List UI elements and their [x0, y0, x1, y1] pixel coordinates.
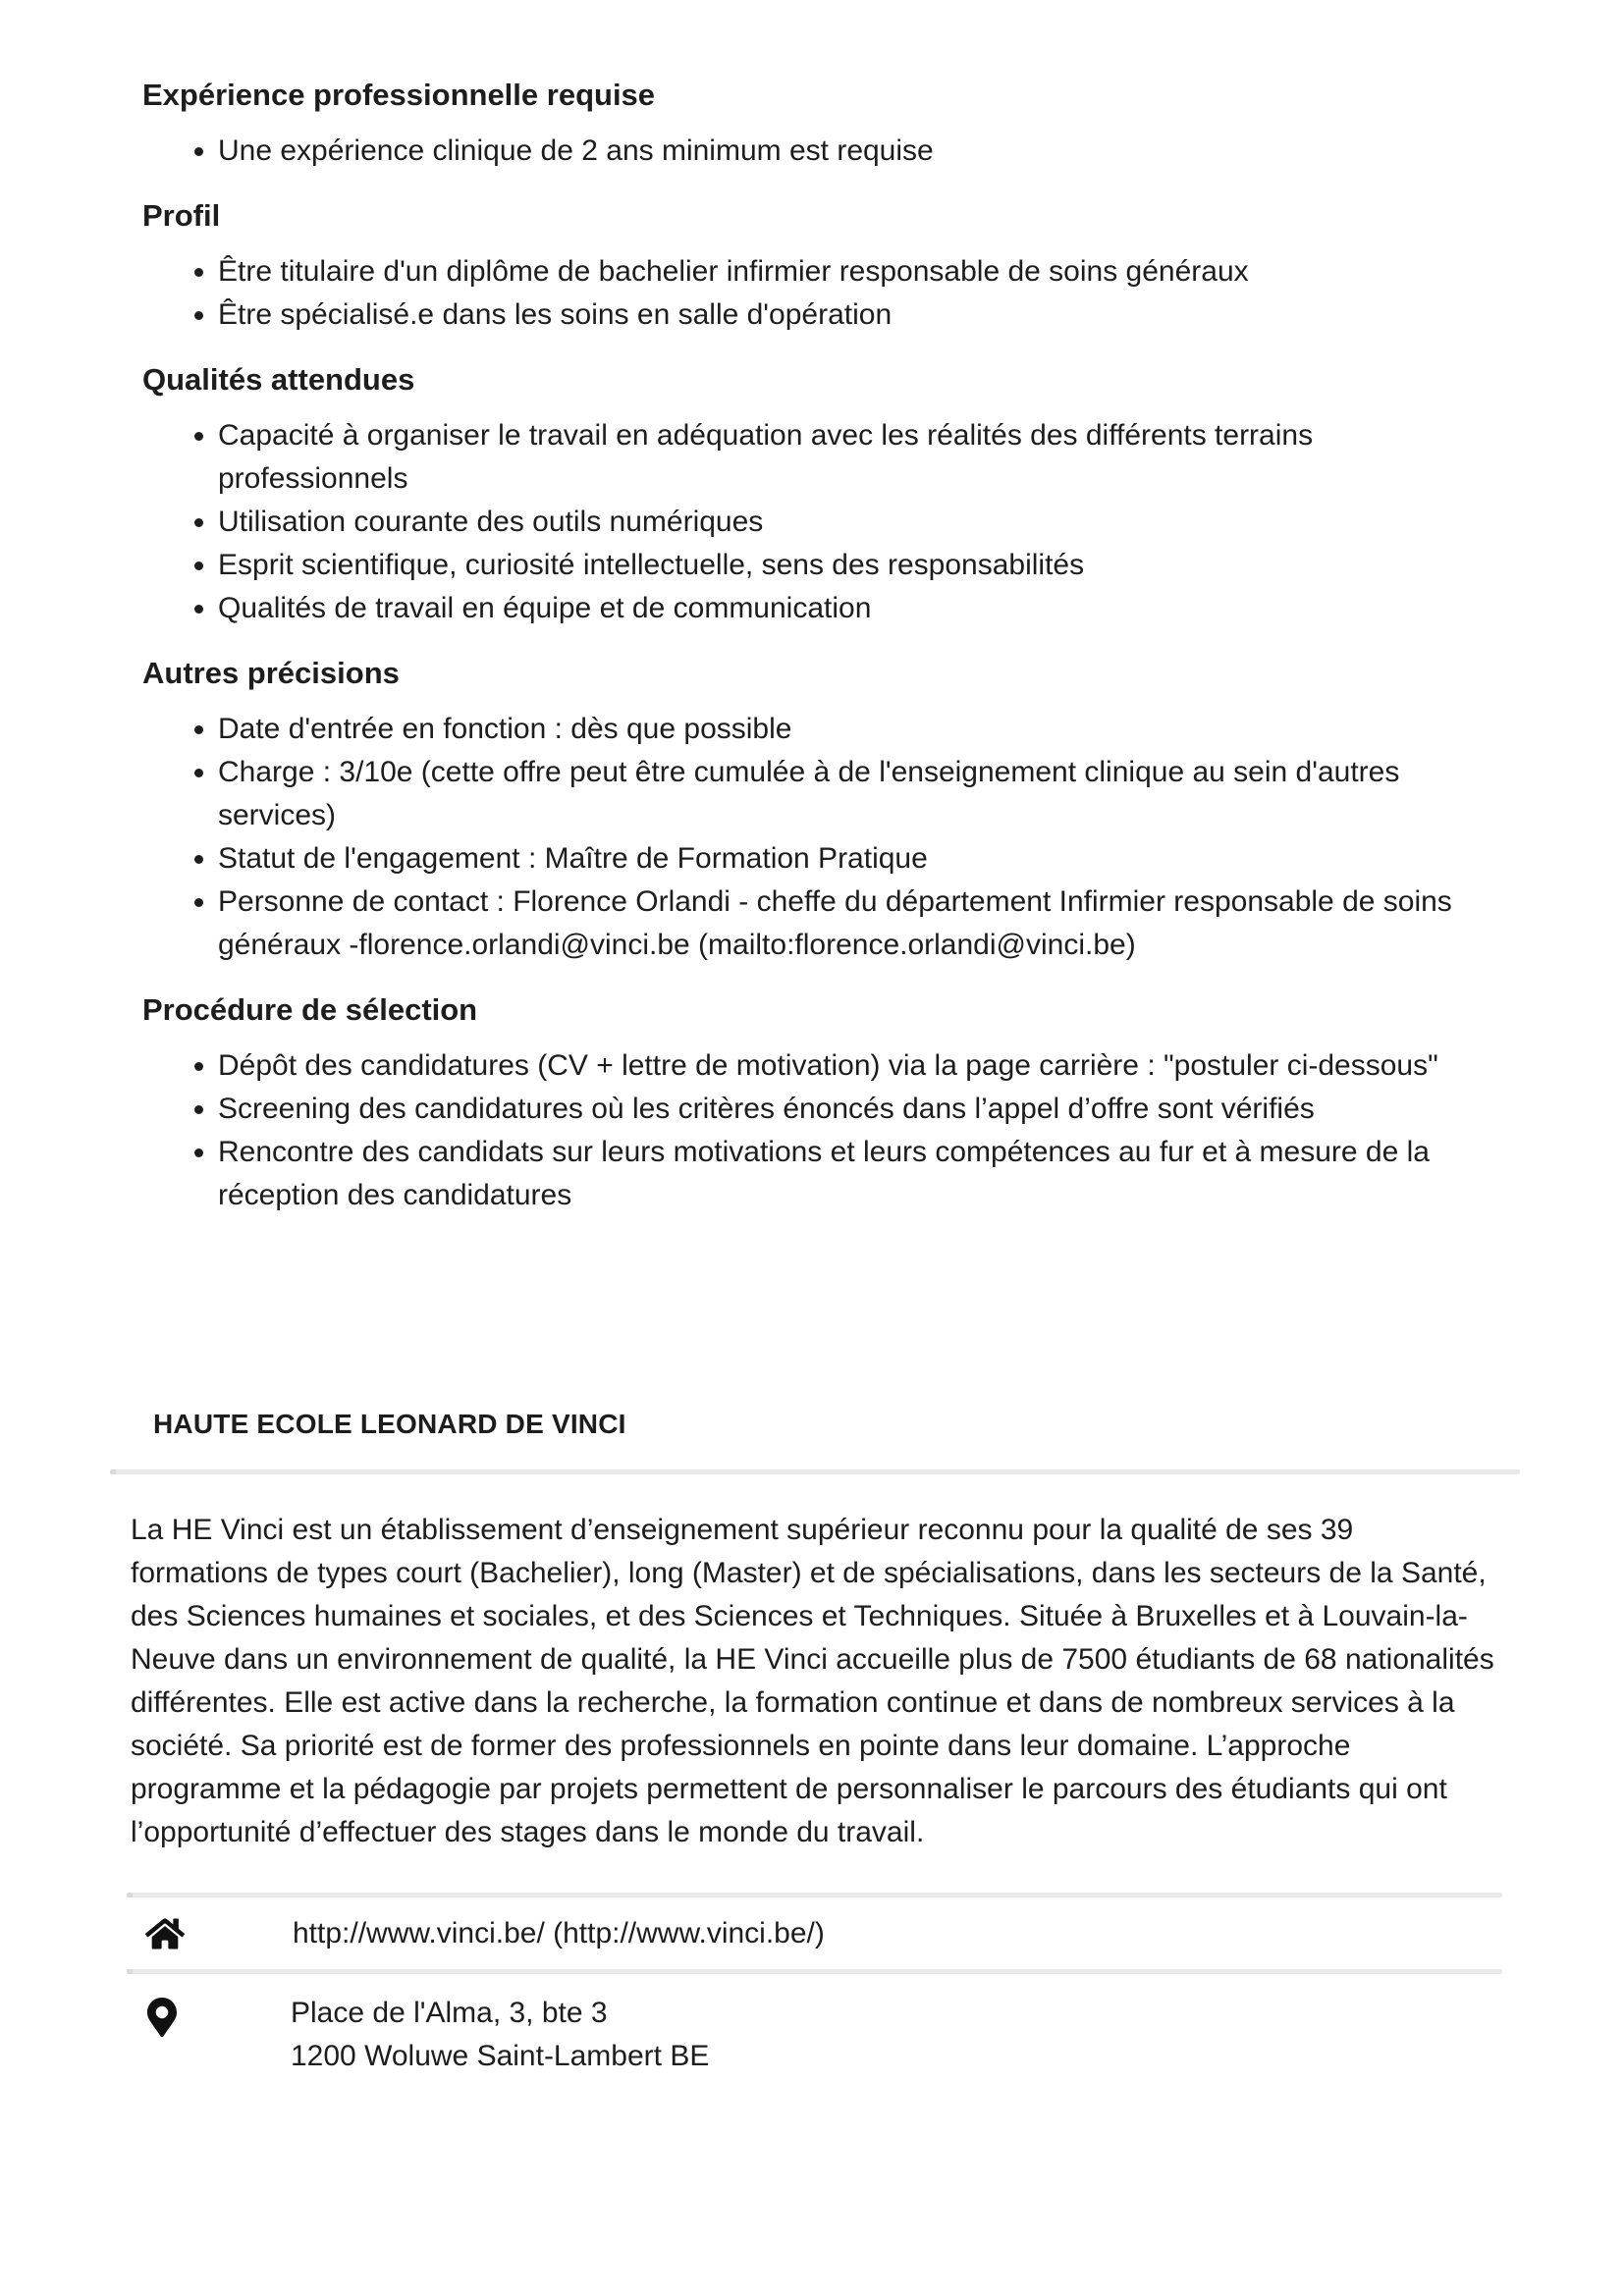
- list-item: • Charge : 3/10e (cette offre peut être cumulée à de l'enseignement clinique au sein d'autres services): [218, 751, 1457, 837]
- website-row: [110, 1897, 1624, 1969]
- section-list: [142, 1044, 1457, 1217]
- list-item: • Être titulaire d'un diplôme de bachelier infirmier responsable de soins généraux: [218, 250, 1457, 294]
- list-item: • Esprit scientifique, curiosité intellectuelle, sens des responsabilités: [218, 544, 1457, 587]
- address-line2: 1200 Woluwe Saint-Lambert BE: [291, 2040, 710, 2072]
- list-item: • Capacité à organiser le travail en adéquation avec les réalités des différents terrains professionnels: [218, 414, 1457, 501]
- section-list: [142, 130, 1457, 173]
- location-pin-icon: [147, 1992, 177, 2039]
- section-list: [142, 414, 1457, 630]
- section-heading: Profil: [142, 198, 221, 233]
- home-icon: [145, 1916, 185, 1951]
- list-item: • Être spécialisé.e dans les soins en salle d'opération: [218, 294, 1457, 337]
- address-block: [291, 1992, 709, 2078]
- employer-section: [0, 1408, 1624, 2078]
- list-item: • Statut de l'engagement : Maître de Formation Pratique: [218, 837, 1457, 881]
- website-url[interactable]: http://www.vinci.be/ (http://www.vinci.be/): [293, 1916, 825, 1949]
- list-item: • Rencontre des candidats sur leurs motivations et leurs compétences au fur et à mesure de la réception des candidatures: [218, 1131, 1457, 1217]
- address-row: [110, 1974, 1624, 2078]
- section-heading: Procédure de sélection: [142, 992, 478, 1027]
- section-list: [142, 250, 1457, 337]
- section-list: [142, 708, 1457, 967]
- list-item: • Utilisation courante des outils numériques: [218, 501, 1457, 544]
- section-heading: Autres précisions: [142, 656, 400, 690]
- list-item: • Dépôt des candidatures (CV + lettre de motivation) via la page carrière : "postuler ci-dessous": [218, 1044, 1457, 1088]
- list-item: • Date d'entrée en fonction : dès que possible: [218, 708, 1457, 751]
- address-line1: Place de l'Alma, 3, bte 3: [291, 1997, 608, 2029]
- list-item: • Personne de contact : Florence Orlandi - cheffe du département Infirmier responsable de soins généraux -florence.orlandi@vinci.be (mailto:florence.orlandi@vinci.be): [218, 881, 1457, 967]
- job-sections: [142, 77, 1457, 1217]
- section-heading: Expérience professionnelle requise: [142, 78, 656, 112]
- employer-description: La HE Vinci est un établissement d’enseignement supérieur reconnu pour la qualité de ses 39 formations de types court (Bachelier), long (Master) et de spécialisations, dans les secteurs de la Santé, des Sciences humaines et sociales, et des Sciences et Techniques. Située à Bruxelles et à Louvain-la-Neuve dans un environnement de qualité, la HE Vinci accueille plus de 7500 étudiants de 68 nationalités différentes. Elle est active dans la recherche, la formation continue et dans de nombreux services à la société. Sa priorité est de former des professionnels en pointe dans leur domaine. L’approche programme et la pédagogie par projets permettent de personnaliser le parcours des étudiants qui ont l’opportunité d’effectuer des stages dans le monde du travail.: [131, 1514, 1494, 1848]
- list-item: • Une expérience clinique de 2 ans minimum est requise: [218, 130, 1457, 173]
- divider: [110, 1469, 1520, 1474]
- section-heading: Qualités attendues: [142, 362, 415, 397]
- employer-name: HAUTE ECOLE LEONARD DE VINCI: [153, 1409, 626, 1439]
- list-item: • Screening des candidatures où les critères énoncés dans l’appel d’offre sont vérifiés: [218, 1088, 1457, 1131]
- list-item: • Qualités de travail en équipe et de communication: [218, 587, 1457, 630]
